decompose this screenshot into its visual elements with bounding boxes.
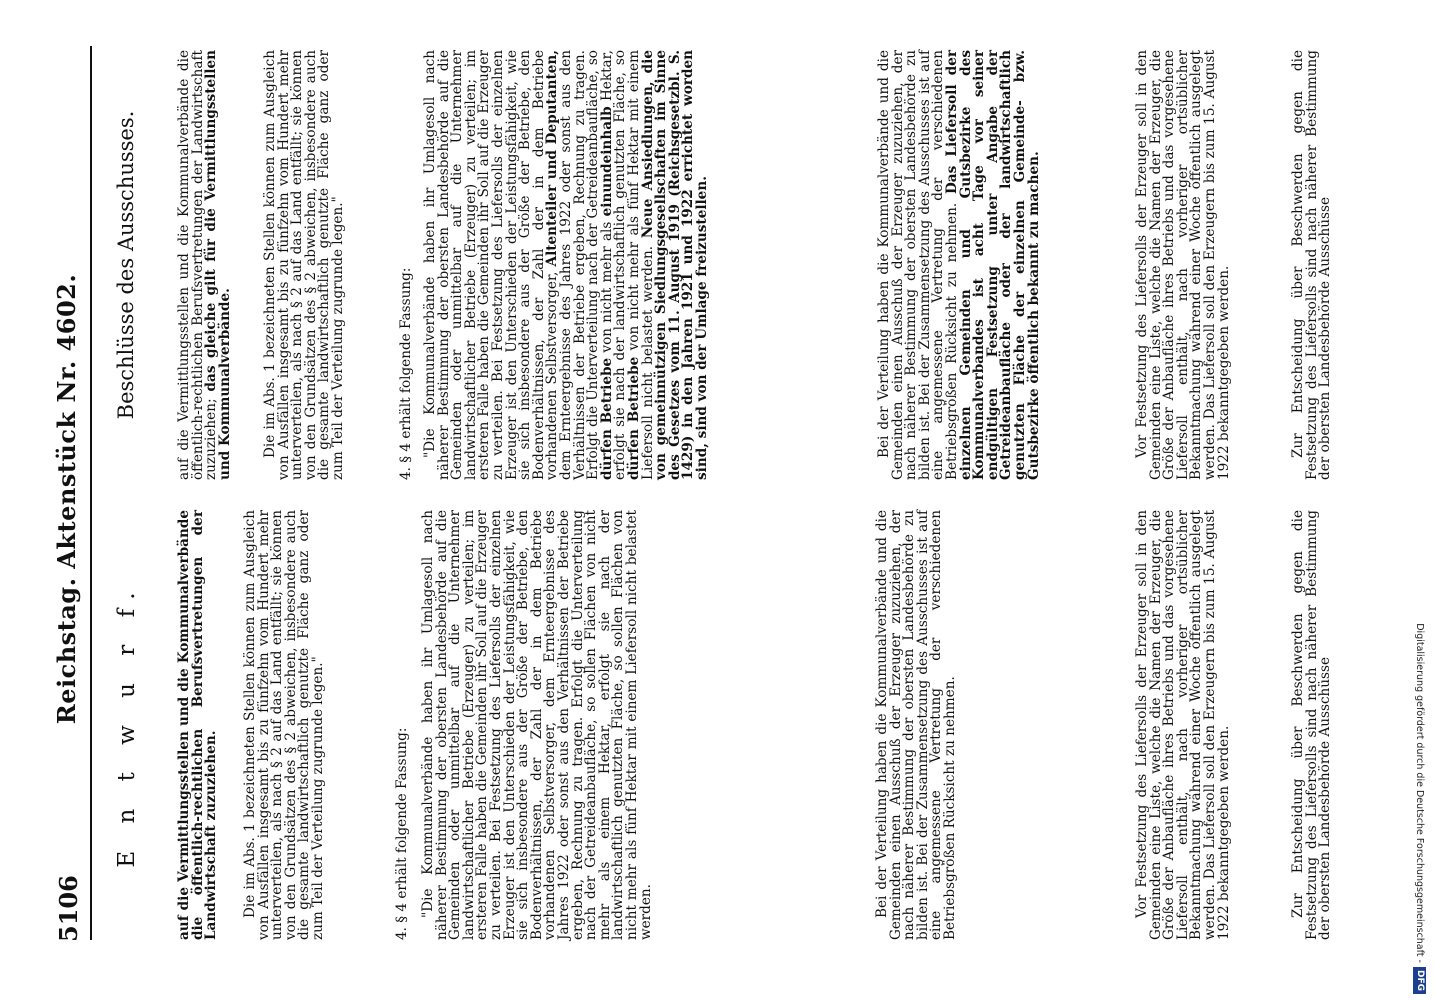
draft-paragraph-7: Zur Entscheidung über Beschwerden gegen die Festsetzung des Liefersolls sind nach näherer Bestimmung der obersten Landesbehörde Ausschüsse — [1290, 510, 1334, 940]
committee-p5-publication-clause: Das Liefersoll der einzelnen Gemeinden und Gutsbezirke des Kommunalverbandes ist acht Tage vor seiner endgültigen Festsetzung unter Angabe der Getreideanbaufläche oder der landwirtschaftlich genutzten Fläche der einzelnen Gemeinde- bzw. Gutsbezirke öffentlich bekannt zu machen. — [943, 49, 1042, 480]
running-head: Reichstag. Aktenstück Nr. 4602. — [52, 273, 81, 725]
draft-column — [96, 510, 1334, 940]
digitization-note: Digitalisierung gefördert durch die Deutsche Forschungsgemeinschaft - — [1414, 623, 1426, 963]
committee-paragraph-7: Zur Entscheidung über Beschwerden gegen die Festsetzung des Liefersolls sind nach näherer Bestimmung der obersten Landesbehörde Ausschüsse — [1290, 50, 1334, 480]
committee-paragraph-6: Vor Festsetzung des Liefersolls der Erzeuger soll in den Gemeinden eine Liste, welche die Namen der Erzeuger, die Größe der Anbaufläche ihres Betriebs und das vorgesehene Liefersoll enthält, nach vorheriger ortsüblicher Bekanntmachung während einer Woche öffentlich ausgelegt werden. Das Liefersoll soll den Erzeugern bis zum 15. August 1922 bekanntgegeben werden. — [1134, 50, 1232, 480]
committee-paragraph-1 — [178, 50, 232, 480]
draft-paragraph-2: Die im Abs. 1 bezeichneten Stellen können zum Ausgleich von Ausfällen insgesamt bis zu fünfzehn vom Hundert mehr unterverteilen, als nach § 2 auf das Land entfällt; sie können von den Grundsätzen des § 2 abweichen, insbesondere auch die gesamte landwirtschaftlich genutzte Fläche ganz oder zum Teil der Verteilung zugrunde legen." — [242, 510, 326, 940]
committee-p4-settlement-clause: Neue Ansiedlungen, die von gemeinnützigen Siedlungsgesellschaften im Sinne des Gesetzes vom 11. August 1919 (Reichsgesetzbl. S. 1429) in den Jahren 1921 und 1922 errichtet worden sind, sind von der Umlage freizustellen. — [639, 50, 710, 480]
draft-paragraph-1: auf die Vermittlungsstellen und die Kommunalverbände die öffentlich-rechtlichen Berufsvertretungen der Landwirtschaft zuzuziehen. — [176, 510, 220, 940]
committee-column — [96, 49, 1334, 480]
page-number: 5106 — [54, 875, 83, 942]
draft-section-4-heading: 4. § 4 erhält folgende Fassung: — [394, 727, 410, 940]
draft-paragraph-4: "Die Kommunalverbände haben ihr Umlagesoll nach näherer Bestimmung der obersten Landesbehörde auf die Gemeinden oder unmittelbar auf die Unternehmer landwirtschaftlicher Betriebe (Erzeuger) zu verteilen; im ersteren Falle haben die Gemeinden ihr Soll auf die Erzeuger zu verteilen. Bei Festsetzung des Liefersolls der einzelnen Erzeuger ist den Unterschieden der Leistungsfähigkeit, wie sie sich insbesondere aus der Größe der Betriebe, den Bodenverhältnissen, der Zahl der in dem Betriebe vorhandenen Selbstversorger, dem Ernteergebnisse des Jahres 1922 oder sonst aus den Verhältnissen der Betriebe ergeben, Rechnung zu tragen. Erfolgt die Unterverteilung nach der Getreideanbaufläche, so sollen Flächen von nicht mehr als einem Hektar, erfolgt sie nach der landwirtschaftlich genutzten Fläche, so sollen Flächen von nicht mehr als fünf Hektar mit einem Liefersoll nicht belastet werden. — [420, 510, 654, 940]
draft-paragraph-5: Bei der Verteilung haben die Kommunalverbände und die Gemeinden einen Ausschuß der Erzeuger zuzuziehen, der nach näherer Bestimmung der obersten Landesbehörde zu bilden ist. Bei der Zusammensetzung des Ausschusses ist auf eine angemessene Vertretung der verschiedenen Betriebsgrößen Rücksicht zu nehmen. — [874, 510, 958, 940]
committee-paragraph-5: Bei der Verteilung haben die Kommunalverbände und die Gemeinden einen Ausschuß der Erzeuger zuzuziehen, der nach näherer Bestimmung der obersten Landesbehörde zu bilden ist. Bei der Zusammensetzung des Ausschusses ist auf eine angemessene Vertretung der verschiedenen Betriebsgrößen Rücksicht zu nehmen. Das Liefersoll der einzelnen Gemeinden und Gutsbezirke des Kommunalverbandes ist acht Tage vor seiner endgültigen Festsetzung unter Angabe der Getreideanbaufläche oder der landwirtschaftlich genutzten Fläche der einzelnen Gemeinde- bzw. Gutsbezirke öffentlich bekannt zu machen. — [876, 49, 1042, 480]
dfg-logo: DFG — [1414, 967, 1427, 994]
committee-column-title: Beschlüsse des Ausschusses. — [114, 110, 138, 420]
committee-paragraph-2: Die im Abs. 1 bezeichneten Stellen können zum Ausgleich von Ausfällen insgesamt bis zu fünfzehn vom Hundert mehr unterverteilen, als nach § 2 auf das Land entfällt; sie können von den Grundsätzen des § 2 abweichen, insbesondere auch die gesamte landwirtschaftlich genutzte Fläche ganz oder zum Teil der Verteilung zugrunde legen." — [262, 50, 346, 480]
draft-column-title: E n t w u r f. — [114, 582, 140, 868]
committee-p1-emphasis: das gleiche gilt für die Vermittlungsstellen und Kommunalverbände. — [203, 50, 233, 480]
draft-paragraph-6: Vor Festsetzung des Liefersolls der Erzeuger soll in den Gemeinden eine Liste, welche die Namen der Erzeuger, die Größe der Anbaufläche ihres Betriebs und das vorgesehene Liefersoll enthält, nach vorheriger ortsüblicher Bekanntmachung während einer Woche öffentlich ausgelegt werden. Das Liefersoll soll den Erzeugern bis zum 15. August 1922 bekanntgegeben werden. — [1134, 510, 1232, 940]
committee-paragraph-4: "Die Kommunalverbände haben ihr Umlagesoll nach näherer Bestimmung der obersten Landesbehörde auf die Gemeinden oder unmittelbar auf die Unternehmer landwirtschaftlicher Betriebe (Erzeuger) zu verteilen; im ersteren Falle haben die Gemeinden ihr Soll auf die Erzeuger zu verteilen. Bei Festsetzung des Liefersolls der einzelnen Erzeuger ist den Unterschieden der Leistungsfähigkeit, wie sie sich insbesondere aus der Größe der Betriebe, den Bodenverhältnissen, der Zahl der in dem Betriebe vorhandenen Selbstversorger, Altenteiler und Deputanten, dem Ernteergebnisse des Jahres 1922 oder sonst aus den Verhältnissen der Betriebe ergeben, Rechnung zu tragen. Erfolgt die Unterverteilung nach der Getreideanbaufläche, so dürfen Betriebe von nicht mehr als einundeinhalb Hektar, erfolgt sie nach der landwirtschaftlich genutzten Fläche, so dürfen Betriebe von nicht mehr als fünf Hektar mit einem Liefersoll nicht belastet werden. Neue Ansiedlungen, die von gemeinnützigen Siedlungsgesellschaften im Sinne des Gesetzes vom 11. August 1919 (Reichsgesetzbl. S. 1429) in den Jahren 1921 und 1922 errichtet worden sind, sind von der Umlage freizustellen. — [422, 49, 710, 480]
committee-section-4-heading: 4. § 4 erhält folgende Fassung: — [398, 267, 414, 480]
committee-p1-text: auf die Vermittlungsstellen und die Kommunalverbände die öffentlich-rechtlichen Berufsvertretungen der Landwirtschaft zuzuziehen; — [176, 50, 220, 480]
digitization-credit — [1412, 6, 1428, 994]
header-rule — [90, 46, 92, 940]
page-header — [52, 46, 86, 952]
